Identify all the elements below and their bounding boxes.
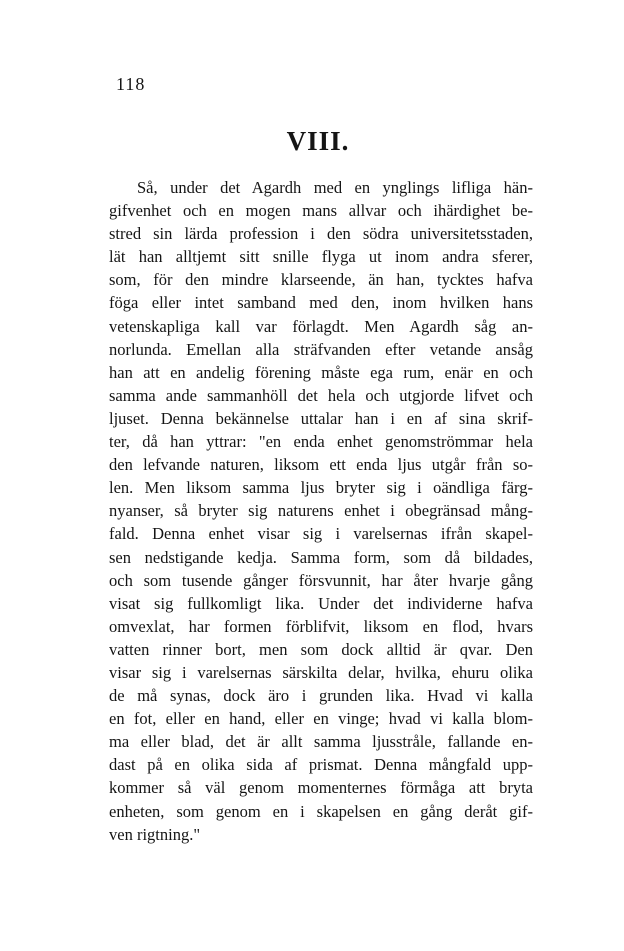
text-line: föga eller intet samband med den, inom hvilken hans [109,293,533,313]
page-number: 118 [116,74,146,94]
text-line: len. Men liksom samma ljus bryter sig i oändliga färg- [109,478,533,498]
text-line: den lefvande naturen, liksom ett enda ljus utgår från so- [109,455,533,475]
text-line: visat sig fullkomligt lika. Under det individerne hafva [109,593,533,613]
text-line: visar sig i varelsernas särskilta delar, hvilka, ehuru olika [109,662,533,682]
text-line: fald. Denna enhet visar sig i varelsernas ifrån skapel- [109,524,533,544]
text-line: gifvenhet och en mogen mans allvar och ihärdighet be- [109,201,533,221]
chapter-heading: VIII. [286,126,350,156]
text-line: norlunda. Emellan alla sträfvanden efter vetande ansåg [109,339,533,359]
text-line: ter, då han yttrar: "en enda enhet genomströmmar hela [109,432,533,452]
text-line: vatten rinner bort, men som dock alltid är qvar. Den [109,639,533,659]
text-line: som, för den mindre klarseende, än han, tycktes hafva [109,270,533,290]
text-line: Så, under det Agardh med en ynglings lifliga hän- [137,178,533,197]
text-line: han att en andelig förening måste ega rum, enär en och [109,362,533,382]
text-line: de må synas, dock äro i grunden lika. Hvad vi kalla [109,686,533,706]
text-line: vetenskapliga kall var förlagdt. Men Agardh såg an- [109,316,533,336]
text-line: dast på en olika sida af prismat. Denna mångfald upp- [109,755,533,775]
text-line: omvexlat, har formen förblifvit, liksom en flod, hvars [109,616,533,636]
text-line: kommer så väl genom momenternes förmåga att bryta [109,778,533,798]
text-line: ma eller blad, det är allt samma ljusstråle, fallande en- [109,732,533,752]
text-line: nyanser, så bryter sig naturens enhet i obegränsad mång- [109,501,533,521]
text-line: ljuset. Denna bekännelse uttalar han i en af sina skrif- [109,408,533,428]
text-line: en fot, eller en hand, eller en vinge; hvad vi kalla blom- [109,709,533,729]
text-line: ven rigtning." [109,824,201,844]
text-line: enheten, som genom en i skapelsen en gång deråt gif- [109,801,533,821]
text-line: stred sin lärda profession i den södra universitetsstaden, [109,224,533,244]
text-line: sen nedstigande kedja. Samma form, som då bildades, [109,547,533,567]
text-line: och som tusende gånger försvunnit, har åter hvarje gång [109,570,533,590]
body-text [109,176,533,846]
text-line: samma ande sammanhöll det hela och utgjorde lifvet och [109,385,533,405]
text-line: lät han alltjemt sitt snille flyga ut inom andra sferer, [109,247,533,267]
